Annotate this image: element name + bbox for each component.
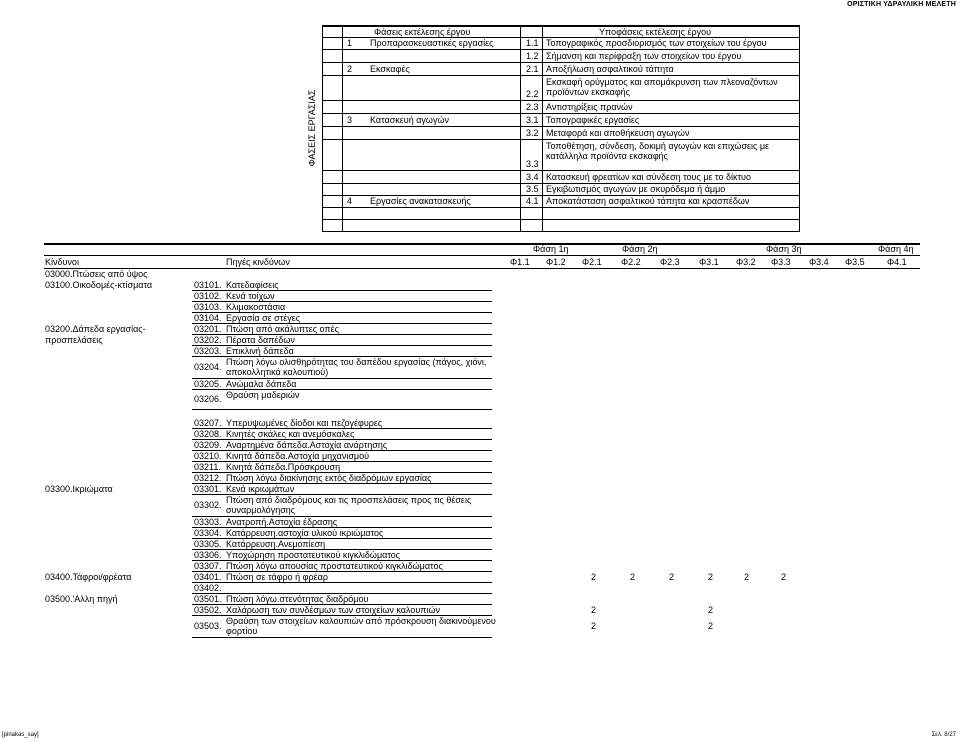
phase-code: Φ3.2: [736, 257, 756, 267]
sub-code: 3.5: [526, 184, 539, 194]
phase-num: 1: [347, 38, 353, 48]
source-code: 03304.: [194, 528, 222, 538]
phase-num: 2: [347, 64, 353, 74]
source-desc: Κενά ικριωμάτων: [226, 484, 295, 494]
phase-code: Φ2.1: [582, 257, 602, 267]
hazard-value: 2: [669, 572, 675, 582]
source-desc: Υπερυψωμένες δίοδοι και πεζογέφυρες: [226, 418, 383, 428]
source-desc: Πτώση από διαδρόμους και τις προσπελάσεις προς τις θέσεις συναρμολόγησης: [226, 495, 472, 515]
footer-page: Σελ. 8/27: [931, 732, 956, 738]
source-desc: Επικλινή δάπεδα: [226, 346, 294, 356]
source-code: 03306.: [194, 550, 222, 560]
source-desc: Πτώση σε τάφρο ή φρέαρ: [226, 572, 328, 582]
source-code: 03303.: [194, 517, 222, 527]
source-code: 03203.: [194, 346, 222, 356]
source-code: 03401.: [194, 572, 222, 582]
hazard-category: 03000.Πτώσεις από ύψος: [45, 269, 148, 279]
hazard-value: 2: [630, 572, 636, 582]
phase-code: Φ4.1: [887, 257, 907, 267]
phases-table: [322, 25, 799, 232]
phases-col-sub: Υποφάσεις εκτέλεσης έργου: [599, 27, 712, 37]
phase-name: Προπαρασκευαστικές εργασίες: [370, 38, 494, 48]
source-code: 03302.: [194, 500, 222, 510]
phase-code: Φ1.2: [546, 257, 566, 267]
source-code: 03305.: [194, 539, 222, 549]
hazard-value: 2: [708, 605, 714, 615]
sub-code: 1.1: [526, 38, 539, 48]
sub-name: Εκσκαφή ορύγματος και απομάκρυνση των πλεοναζόντων προϊόντων εκσκαφής: [546, 77, 778, 97]
source-desc: Χαλάρωση των συνδέσμων των στοιχείων καλουπιών: [226, 605, 441, 615]
sub-code: 2.2: [526, 89, 539, 99]
source-desc: Πτώση από ακάλυπτες οπές: [226, 324, 339, 334]
sub-name: Μεταφορά και αποθήκευση αγωγών: [546, 128, 690, 138]
source-code: 03201.: [194, 324, 222, 334]
source-col-title: Πηγές κινδύνων: [226, 257, 290, 267]
source-desc: Κατάρρευση.αστοχία υλικού ικριώματος: [226, 528, 384, 538]
document-header: ΟΡΙΣΤΙΚΗ ΥΔΡΑΥΛΙΚΗ ΜΕΛΕΤΗ: [847, 1, 956, 8]
phase-name: Εργασίες ανακατασκευής: [370, 196, 471, 206]
source-desc: Θραύση μαδεριών: [226, 390, 300, 400]
source-desc: Ανώμαλα δάπεδα: [226, 379, 297, 389]
sub-name: Σήμανση και περίφραξη των στοιχείων του έργου: [546, 51, 742, 61]
source-code: 03503.: [194, 621, 222, 631]
source-code: 03212.: [194, 473, 222, 483]
phase-name: Εκσκαφές: [370, 64, 410, 74]
source-code: 03202.: [194, 335, 222, 345]
sub-name: Εγκιβωτισμός αγωγών με σκυρόδεμα ή άμμο: [546, 184, 726, 194]
source-desc: Κατάρρευση.Ανεμοπίεση: [226, 539, 326, 549]
phase-head: Φάση 3η: [766, 244, 802, 254]
phase-head: Φάση 4η: [878, 244, 914, 254]
hazard-category: 03500.'Αλλη πηγή: [45, 594, 118, 604]
source-code: 03104.: [194, 313, 222, 323]
source-code: 03102.: [194, 291, 222, 301]
source-code: 03210.: [194, 451, 222, 461]
source-code: 03206.: [194, 394, 222, 404]
source-code: 03211.: [194, 462, 221, 472]
source-code: 03307.: [194, 561, 222, 571]
hazard-value: 2: [708, 621, 714, 631]
sub-code: 1.2: [526, 51, 539, 61]
source-code: 03204.: [194, 362, 222, 372]
phases-side-label: ΦΑΣΕΙΣ ΕΡΓΑΣΙΑΣ: [307, 89, 317, 167]
phases-col-phase: Φάσεις εκτέλεσης έργου: [374, 27, 471, 37]
hazard-value: 2: [708, 572, 714, 582]
source-desc: Κινητά δάπεδα.Πρόσκρουση: [226, 462, 341, 472]
sub-name: Αντιστηρίξεις πρανών: [546, 102, 633, 112]
phase-head: Φάση 2η: [622, 244, 658, 254]
hazards-table: [44, 243, 920, 637]
source-desc: Ανατροπή.Αστοχία έδρασης: [226, 517, 338, 527]
footer-file: [pinakas_say]: [2, 732, 39, 738]
sub-code: 2.3: [526, 102, 539, 112]
source-desc: Πτώση λόγω απουσίας προστατευτικού κιγκλιδώματος: [226, 561, 443, 571]
source-code: 03209.: [194, 440, 222, 450]
hazard-category: 03200.Δάπεδα εργασίας-: [45, 324, 146, 334]
source-desc: Κατεδαφίσεις: [226, 280, 279, 290]
source-code: 03301.: [194, 484, 222, 494]
source-code: 03207.: [194, 418, 222, 428]
source-desc: Πέρατα δαπέδων: [226, 335, 295, 345]
sub-code: 2.1: [526, 64, 539, 74]
phase-head: Φάση 1η: [533, 244, 569, 254]
source-code: 03402.: [194, 583, 222, 593]
phase-name: Κατασκευή αγωγών: [370, 115, 449, 125]
source-desc: Αναρτημένα δάπεδα.Αστοχία ανάρτησης: [226, 440, 388, 450]
sub-code: 4.1: [526, 196, 539, 206]
sub-code: 3.3: [526, 159, 539, 169]
sub-name: Τοπογραφικές εργασίες: [546, 115, 640, 125]
hazard-category: 03400.Τάφροι/φρέατα: [45, 572, 132, 582]
phase-code: Φ1.1: [510, 257, 530, 267]
source-desc: Πτώση λόγω ολισθηρότητας του δαπέδου εργασίας (πάγος, χιόνι, αποκολλητικά καλουπιού): [226, 357, 487, 377]
source-desc: Θραύση των στοιχείων καλουπιών από πρόσκρουση διακινούμενου φορτίου: [226, 616, 496, 636]
source-code: 03103.: [194, 302, 222, 312]
hazard-category: 03300.Ικριώματα: [45, 484, 113, 494]
sub-name: Αποξήλωση ασφαλτικού τάπητα: [546, 64, 674, 74]
sub-code: 3.2: [526, 128, 539, 138]
sub-name: Τοπογραφικός προσδιορισμός των στοιχείων του έργου: [546, 38, 767, 48]
source-code: 03501.: [194, 594, 222, 604]
sub-name: Τοποθέτηση, σύνδεση, δοκιμή αγωγών και επιχώσεις με κατάλληλα προϊόντα εκσκαφής: [546, 141, 770, 161]
sub-code: 3.4: [526, 172, 539, 182]
phase-code: Φ3.3: [771, 257, 791, 267]
source-code: 03208.: [194, 429, 222, 439]
hazard-col-title: Κίνδυνοι: [45, 257, 79, 267]
source-desc: Κινητές σκάλες και ανεμόσκαλες: [226, 429, 355, 439]
phase-code: Φ2.3: [660, 257, 680, 267]
source-code: 03205.: [194, 379, 222, 389]
source-code: 03101.: [194, 280, 222, 290]
sub-code: 3.1: [526, 115, 539, 125]
phase-num: 3: [347, 115, 353, 125]
source-desc: Υποχώρηση προστατευτικού κιγκλιδώματος: [226, 550, 401, 560]
source-desc: Εργασία σε στέγες: [226, 313, 301, 323]
source-desc: Πτώση λόγω διακίνησης εκτός διαδρόμων εργασίας: [226, 473, 432, 483]
phase-code: Φ3.5: [845, 257, 865, 267]
source-desc: Πτώση λόγω.στενότητας διαδρόμου: [226, 594, 369, 604]
source-desc: Κλιμακοστάσια: [226, 302, 286, 312]
hazard-value: 2: [744, 572, 750, 582]
hazard-value: 2: [591, 621, 597, 631]
phase-code: Φ3.1: [699, 257, 719, 267]
hazard-category: 03100.Οικοδομές-κτίσματα: [45, 280, 153, 290]
hazard-value: 2: [591, 605, 597, 615]
phase-code: Φ3.4: [809, 257, 829, 267]
source-code: 03502.: [194, 605, 222, 615]
phase-code: Φ2.2: [621, 257, 641, 267]
hazard-value: 2: [781, 572, 787, 582]
phase-num: 4: [347, 196, 353, 206]
sub-name: Κατασκευή φρεατίων και σύνδεση τους με το δίκτυο: [546, 172, 751, 182]
sub-name: Αποκατάσταση ασφαλτικού τάπητα και κρασπέδων: [546, 196, 750, 206]
source-desc: Κενά τοίχων: [226, 291, 275, 301]
hazard-value: 2: [591, 572, 597, 582]
hazard-category: προσπελάσεις: [45, 335, 103, 345]
source-desc: Κινητά δάπεδα.Αστοχία μηχανισμού: [226, 451, 370, 461]
